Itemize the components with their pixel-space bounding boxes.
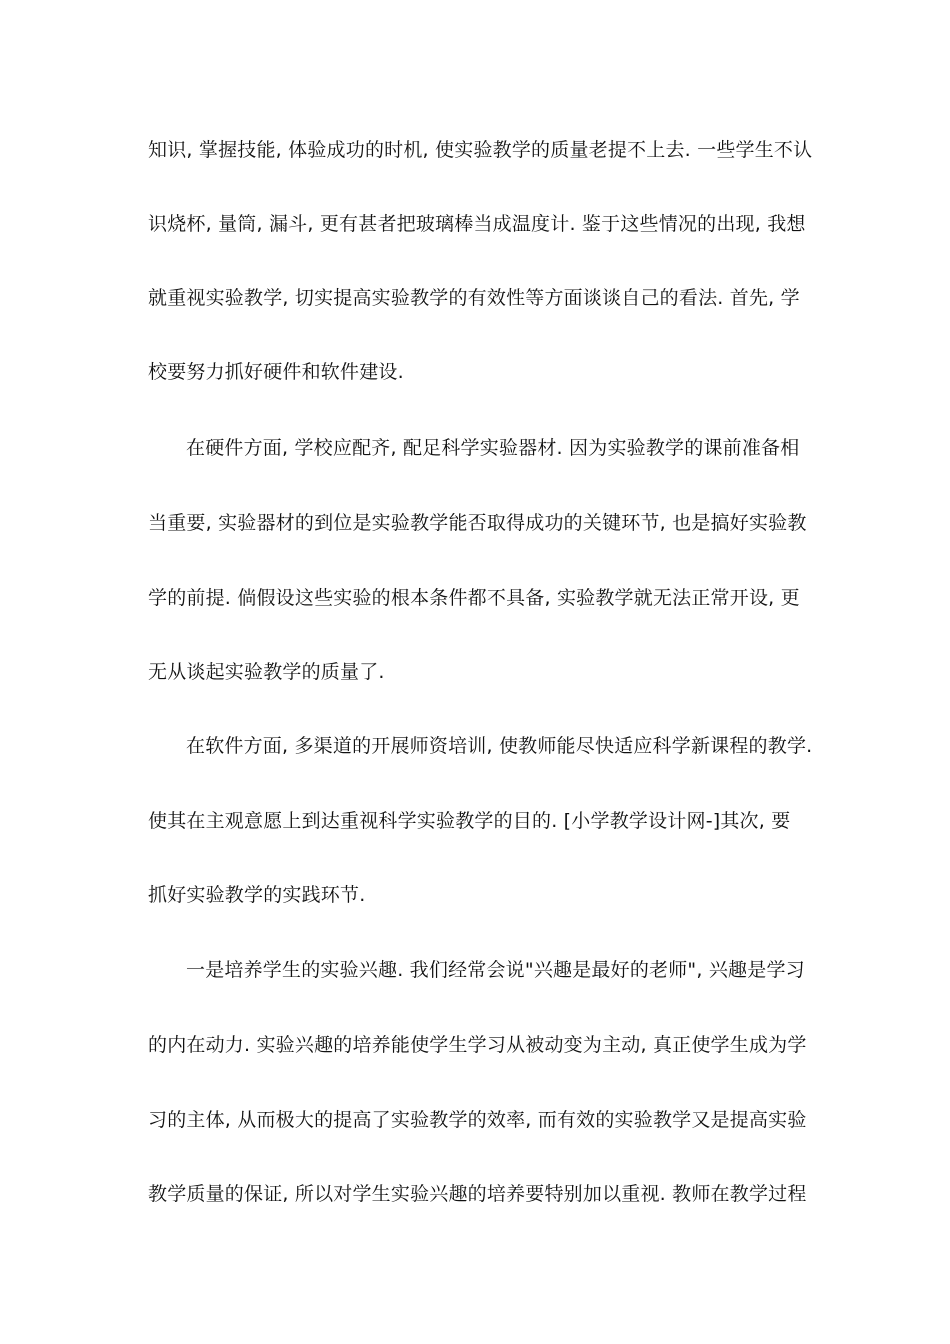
text-line-15: 教学质量的保证, 所以对学生实验兴趣的培养要特别加以重视. 教师在教学过程 [148, 1183, 807, 1205]
text-line-4: 校要努力抓好硬件和软件建设. [148, 361, 404, 383]
text-line-12: 一是培养学生的实验兴趣. 我们经常会说"兴趣是最好的老师", 兴趣是学习 [186, 959, 805, 981]
text-line-11: 抓好实验教学的实践环节. [148, 884, 366, 906]
text-line-13: 的内在动力. 实验兴趣的培养能使学生学习从被动变为主动, 真正使学生成为学 [148, 1034, 807, 1056]
text-line-8: 无从谈起实验教学的质量了. [148, 661, 385, 683]
text-line-5: 在硬件方面, 学校应配齐, 配足科学实验器材. 因为实验教学的课前准备相 [186, 437, 800, 459]
text-line-2: 识烧杯, 量筒, 漏斗, 更有甚者把玻璃棒当成温度计. 鉴于这些情况的出现, 我想 [148, 213, 806, 235]
text-line-1: 知识, 掌握技能, 体验成功的时机, 使实验教学的质量老提不上去. 一些学生不认 [148, 139, 813, 161]
text-line-14: 习的主体, 从而极大的提高了实验教学的效率, 而有效的实验教学又是提高实验 [148, 1109, 807, 1131]
text-line-3: 就重视实验教学, 切实提高实验教学的有效性等方面谈谈自己的看法. 首先, 学 [148, 287, 800, 309]
text-line-7: 学的前提. 倘假设这些实验的根本条件都不具备, 实验教学就无法正常开设, 更 [148, 587, 800, 609]
text-line-10: 使其在主观意愿上到达重视科学实验教学的目的. [小学教学设计网-]其次, 要 [148, 810, 791, 832]
text-line-9: 在软件方面, 多渠道的开展师资培训, 使教师能尽快适应科学新课程的教学. [186, 735, 813, 757]
text-line-6: 当重要, 实验器材的到位是实验教学能否取得成功的关键环节, 也是搞好实验教 [148, 512, 807, 534]
